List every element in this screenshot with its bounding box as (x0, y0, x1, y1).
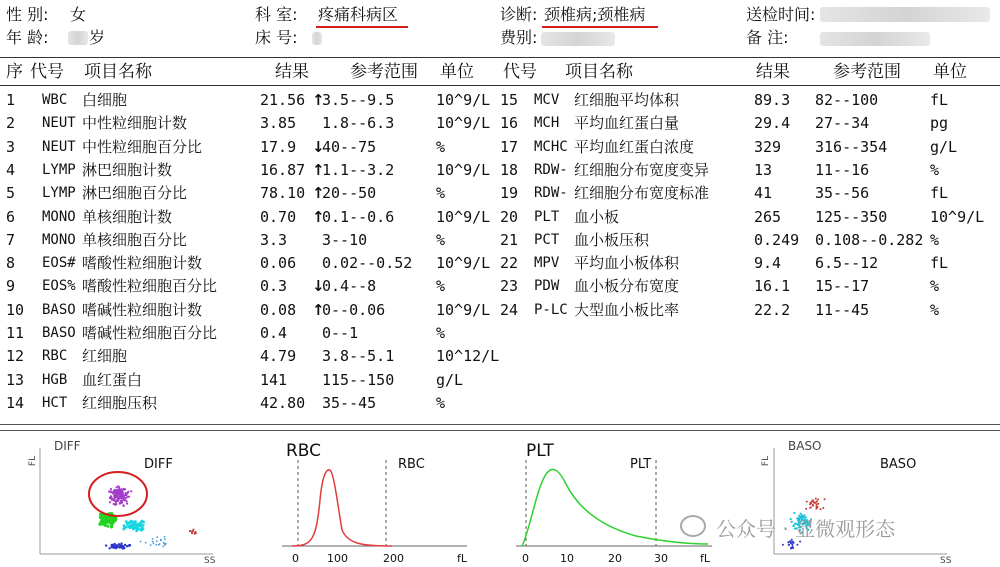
row-name: 血小板分布宽度 (574, 277, 680, 295)
diagnosis-underline (542, 26, 658, 28)
row-code: MCH (534, 115, 560, 131)
heading-divider (0, 85, 1000, 86)
bed-label: 床 号: (255, 28, 298, 47)
plt-tick-30: 30 (654, 552, 668, 565)
row-seq: 2 (6, 114, 16, 132)
row-range: 11--16 (815, 161, 870, 179)
row-unit: 10^9/L (436, 208, 491, 226)
row-name: 红细胞平均体积 (574, 91, 680, 109)
row-unit: % (930, 231, 940, 249)
row-unit: % (436, 138, 446, 156)
row-unit: fL (930, 254, 949, 272)
row-name: 血小板压积 (574, 231, 650, 249)
row-seq: 5 (6, 184, 16, 202)
row-seq: 22 (500, 254, 519, 272)
diff-plot-area (38, 446, 218, 558)
diagnosis-value: 颈椎病;颈椎病 (544, 5, 646, 24)
row-code: BASO (42, 325, 76, 341)
row-code: HGB (42, 372, 68, 388)
row-seq: 23 (500, 277, 519, 295)
row-result: 0.08 (260, 301, 297, 319)
row-code: LYMP (42, 185, 76, 201)
plt-corner-label: PLT (526, 441, 554, 461)
col-name: 项目名称 (84, 62, 152, 82)
row-code: PDW (534, 278, 560, 294)
rbc-corner-label: RBC (286, 441, 322, 461)
row-seq: 20 (500, 208, 519, 226)
row-seq: 17 (500, 138, 519, 156)
dept-label: 科 室: (255, 5, 298, 24)
row-result: 0.06 (260, 254, 297, 272)
rbc-tick-100: 100 (327, 552, 348, 565)
row-result: 13 (754, 161, 773, 179)
row-range: 0.02--0.52 (322, 254, 413, 272)
sex-value: 女 (70, 5, 87, 24)
row-range: 125--350 (815, 208, 888, 226)
row-result: 329 (754, 138, 782, 156)
row-result: 22.2 (754, 301, 791, 319)
col-range: 参考范围 (350, 62, 418, 82)
row-result: 0.3 (260, 277, 288, 295)
row-flag-up-icon: ↑ (312, 301, 325, 319)
row-unit: pg (930, 114, 949, 132)
baso-x-label: SS (940, 556, 952, 566)
baso-y-label: FL (761, 455, 772, 467)
row-code: HCT (42, 395, 68, 411)
row-result: 17.9 (260, 138, 297, 156)
row-unit: 10^9/L (930, 208, 985, 226)
col-name-right: 项目名称 (565, 62, 633, 82)
row-name: 血红蛋白 (82, 371, 143, 389)
row-unit: % (930, 301, 940, 319)
row-range: 27--34 (815, 114, 870, 132)
row-name: 平均血小板体积 (574, 254, 680, 272)
diff-x-label: SS (204, 556, 216, 566)
row-code: BASO (42, 302, 76, 318)
age-label: 年 龄: (6, 28, 49, 47)
row-seq: 19 (500, 184, 519, 202)
row-range: 40--75 (322, 138, 377, 156)
row-range: 0--1 (322, 324, 359, 342)
row-name: 单核细胞百分比 (82, 231, 188, 249)
row-result: 0.70 (260, 208, 297, 226)
watermark-text: 公众号 · 显微观形态 (716, 517, 896, 541)
row-unit: fL (930, 91, 949, 109)
col-result-right: 结果 (756, 62, 790, 82)
rbc-plot-area (282, 460, 472, 550)
row-name: 血小板 (574, 208, 620, 226)
send-time-redacted (820, 7, 990, 22)
row-unit: % (436, 184, 446, 202)
col-unit: 单位 (440, 62, 474, 82)
row-code: MPV (534, 255, 560, 271)
dept-value: 疼痛科病区 (318, 5, 399, 24)
row-name: 中性粒细胞计数 (82, 114, 188, 132)
row-seq: 13 (6, 371, 25, 389)
row-seq: 18 (500, 161, 519, 179)
col-seq: 序 (6, 62, 23, 82)
row-flag-up-icon: ↑ (312, 161, 325, 179)
row-range: 11--45 (815, 301, 870, 319)
row-seq: 11 (6, 324, 25, 342)
row-result: 141 (260, 371, 288, 389)
row-seq: 15 (500, 91, 519, 109)
plt-title: PLT (630, 457, 652, 472)
col-code-right: 代号 (503, 62, 537, 82)
row-code: RDW- (534, 162, 568, 178)
row-seq: 6 (6, 208, 16, 226)
row-seq: 4 (6, 161, 16, 179)
row-seq: 24 (500, 301, 519, 319)
row-range: 20--50 (322, 184, 377, 202)
age-suffix: 岁 (89, 28, 106, 47)
row-result: 4.79 (260, 347, 297, 365)
wechat-icon (680, 515, 706, 537)
row-result: 41 (754, 184, 773, 202)
plt-tick-10: 10 (560, 552, 574, 565)
rbc-tick-200: 200 (383, 552, 404, 565)
row-result: 0.249 (754, 231, 800, 249)
plot-top-divider (0, 430, 1000, 431)
col-unit-right: 单位 (933, 62, 967, 82)
row-name: 红细胞压积 (82, 394, 158, 412)
row-seq: 12 (6, 347, 25, 365)
row-code: MONO (42, 232, 76, 248)
row-range: 1.1--3.2 (322, 161, 395, 179)
row-range: 316--354 (815, 138, 888, 156)
row-unit: % (930, 161, 940, 179)
row-flag-up-icon: ↑ (312, 208, 325, 226)
row-unit: % (436, 394, 446, 412)
row-code: WBC (42, 92, 68, 108)
row-unit: 10^9/L (436, 301, 491, 319)
fee-redacted (541, 32, 615, 46)
row-flag-up-icon: ↑ (312, 91, 325, 109)
rbc-tick-0: 0 (292, 552, 299, 565)
row-range: 6.5--12 (815, 254, 879, 272)
row-range: 35--45 (322, 394, 377, 412)
row-name: 嗜碱性粒细胞百分比 (82, 324, 218, 342)
rbc-curve (292, 470, 392, 546)
row-unit: % (436, 231, 446, 249)
row-name: 白细胞 (82, 91, 128, 109)
row-flag-down-icon: ↓ (312, 138, 325, 156)
row-result: 29.4 (754, 114, 791, 132)
rbc-unit: fL (457, 552, 468, 565)
row-unit: 10^12/L (436, 347, 500, 365)
row-unit: 10^9/L (436, 254, 491, 272)
row-name: 淋巴细胞计数 (82, 161, 173, 179)
row-result: 0.4 (260, 324, 288, 342)
diff-title: DIFF (144, 457, 173, 472)
row-range: 82--100 (815, 91, 879, 109)
row-flag-up-icon: ↑ (312, 184, 325, 202)
row-unit: 10^9/L (436, 91, 491, 109)
row-result: 78.10 (260, 184, 306, 202)
row-code: PLT (534, 209, 560, 225)
row-unit: 10^9/L (436, 114, 491, 132)
row-name: 平均血红蛋白量 (574, 114, 680, 132)
row-result: 265 (754, 208, 782, 226)
row-result: 16.87 (260, 161, 306, 179)
row-code: MONO (42, 209, 76, 225)
row-code: LYMP (42, 162, 76, 178)
rbc-title: RBC (398, 457, 425, 472)
col-range-right: 参考范围 (833, 62, 901, 82)
row-seq: 10 (6, 301, 25, 319)
row-range: 3.8--5.1 (322, 347, 395, 365)
row-range: 3.5--9.5 (322, 91, 395, 109)
col-result: 结果 (275, 62, 309, 82)
row-range: 35--56 (815, 184, 870, 202)
baso-corner-label: BASO (788, 439, 822, 453)
plt-tick-20: 20 (608, 552, 622, 565)
row-name: 嗜酸性粒细胞计数 (82, 254, 203, 272)
diagnosis-label: 诊断: (500, 5, 538, 24)
row-name: 大型血小板比率 (574, 301, 680, 319)
row-seq: 21 (500, 231, 519, 249)
col-code: 代号 (30, 62, 64, 82)
row-code: MCV (534, 92, 560, 108)
row-seq: 3 (6, 138, 16, 156)
row-seq: 16 (500, 114, 519, 132)
row-range: 0.108--0.282 (815, 231, 924, 249)
row-result: 9.4 (754, 254, 782, 272)
row-seq: 9 (6, 277, 16, 295)
plt-tick-0: 0 (522, 552, 529, 565)
header-divider (0, 57, 1000, 58)
row-code: P-LC (534, 302, 568, 318)
sex-label: 性 别: (6, 5, 49, 24)
row-name: 红细胞分布宽度标准 (574, 184, 710, 202)
row-unit: % (436, 277, 446, 295)
row-unit: g/L (436, 371, 464, 389)
age-redacted (68, 31, 88, 45)
row-range: 3--10 (322, 231, 368, 249)
dept-underline (316, 26, 408, 28)
row-seq: 1 (6, 91, 16, 109)
table-bottom-divider (0, 424, 1000, 425)
row-unit: % (930, 277, 940, 295)
row-result: 89.3 (754, 91, 791, 109)
diff-y-label: FL (28, 455, 39, 467)
bed-redacted (312, 32, 322, 45)
row-range: 1.8--6.3 (322, 114, 395, 132)
send-time-label: 送检时间: (746, 5, 816, 24)
row-code: RDW- (534, 185, 568, 201)
row-name: 淋巴细胞百分比 (82, 184, 188, 202)
row-code: MCHC (534, 139, 568, 155)
row-unit: fL (930, 184, 949, 202)
row-range: 15--17 (815, 277, 870, 295)
row-result: 16.1 (754, 277, 791, 295)
plt-plot-area (516, 460, 716, 550)
row-range: 115--150 (322, 371, 395, 389)
row-seq: 14 (6, 394, 25, 412)
row-range: 0--0.06 (322, 301, 386, 319)
row-code: EOS# (42, 255, 76, 271)
baso-title: BASO (880, 457, 917, 472)
row-result: 21.56 (260, 91, 306, 109)
plt-curve (522, 469, 708, 546)
row-range: 0.1--0.6 (322, 208, 395, 226)
row-code: NEUT (42, 115, 76, 131)
row-result: 3.85 (260, 114, 297, 132)
row-code: NEUT (42, 139, 76, 155)
row-name: 平均血红蛋白浓度 (574, 138, 695, 156)
note-redacted (820, 32, 930, 46)
row-name: 嗜酸性粒细胞百分比 (82, 277, 218, 295)
row-seq: 8 (6, 254, 16, 272)
row-name: 中性粒细胞百分比 (82, 138, 203, 156)
row-result: 42.80 (260, 394, 306, 412)
row-result: 3.3 (260, 231, 288, 249)
row-seq: 7 (6, 231, 16, 249)
row-name: 嗜碱性粒细胞计数 (82, 301, 203, 319)
row-code: EOS% (42, 278, 76, 294)
row-unit: % (436, 324, 446, 342)
row-name: 红细胞分布宽度变异 (574, 161, 710, 179)
row-range: 0.4--8 (322, 277, 377, 295)
plt-unit: fL (700, 552, 711, 565)
row-name: 红细胞 (82, 347, 128, 365)
row-unit: g/L (930, 138, 958, 156)
row-name: 单核细胞计数 (82, 208, 173, 226)
row-code: RBC (42, 348, 68, 364)
row-unit: 10^9/L (436, 161, 491, 179)
row-flag-down-icon: ↓ (312, 277, 325, 295)
row-code: PCT (534, 232, 560, 248)
fee-label: 费别: (500, 28, 538, 47)
note-label: 备 注: (746, 28, 789, 47)
diff-corner-label: DIFF (54, 439, 81, 453)
